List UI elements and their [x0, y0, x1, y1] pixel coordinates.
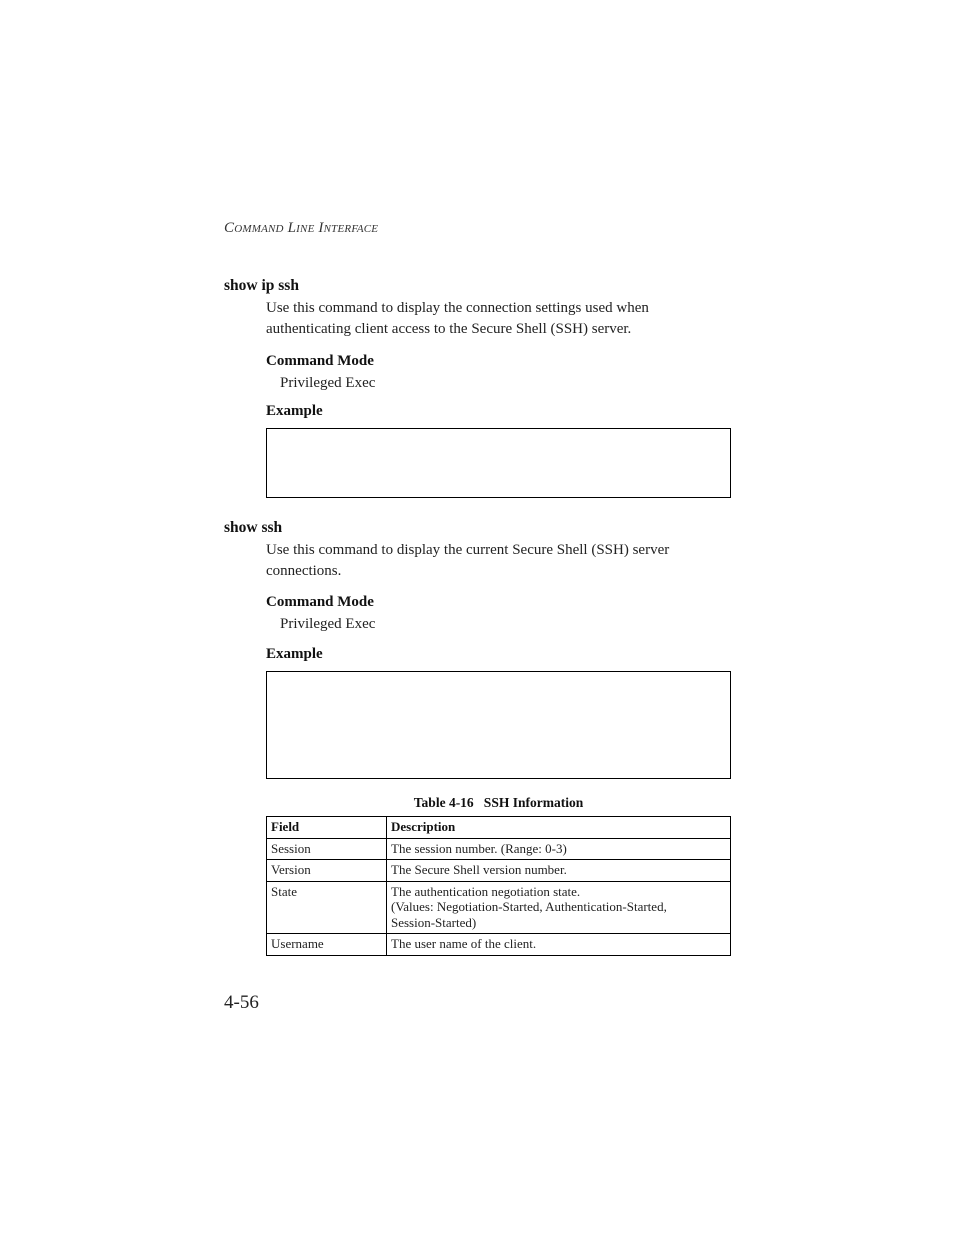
table-row [267, 860, 731, 882]
description-cell [387, 934, 731, 956]
description-cell [387, 860, 731, 882]
description-line: connections. [266, 562, 342, 579]
table-header-row [267, 817, 731, 839]
running-header: Command Line Interface [224, 220, 379, 236]
command-title-show-ssh: show ssh [224, 519, 283, 536]
command-mode-value: Privileged Exec [280, 616, 376, 632]
description-cell [387, 881, 731, 934]
description-line: Use this command to display the connection settings used when [266, 300, 649, 316]
field-cell: Session [267, 838, 387, 860]
example-heading: Example [266, 403, 323, 419]
example-box [266, 428, 731, 498]
table-row [267, 881, 731, 934]
command-description [266, 540, 669, 581]
field-cell: State [267, 881, 387, 934]
description-line: Use this command to display the current Secure Shell (SSH) server [266, 542, 670, 558]
description-line: The session number. (Range: 0-3) [391, 840, 567, 856]
table-row [267, 838, 731, 860]
table-row [267, 934, 731, 956]
field-cell: Version [267, 860, 387, 882]
ssh-information-table [266, 816, 731, 956]
example-heading: Example [266, 646, 323, 662]
command-mode-value: Privileged Exec [280, 375, 376, 391]
description-line: Session-Started) [391, 914, 477, 930]
table-caption: Table 4-16 SSH Information [413, 795, 584, 810]
command-title-show-ip-ssh: show ip ssh [224, 277, 299, 294]
field-cell: Username [267, 934, 387, 956]
example-box [266, 671, 731, 779]
column-header-description: Description [387, 817, 731, 839]
command-mode-heading: Command Mode [266, 594, 374, 610]
column-header-field: Field [267, 817, 387, 839]
page-number: 4-56 [224, 992, 259, 1013]
description-line: The authentication negotiation state. [391, 883, 581, 899]
description-line: The Secure Shell version number. [391, 862, 567, 877]
command-mode-heading: Command Mode [266, 353, 374, 369]
description-line: The user name of the client. [391, 936, 537, 951]
command-description [266, 298, 649, 339]
description-line: (Values: Negotiation-Started, Authentication-Started, [391, 899, 667, 914]
description-cell [387, 838, 731, 860]
description-line: authenticating client access to the Secure Shell (SSH) server. [266, 320, 632, 337]
